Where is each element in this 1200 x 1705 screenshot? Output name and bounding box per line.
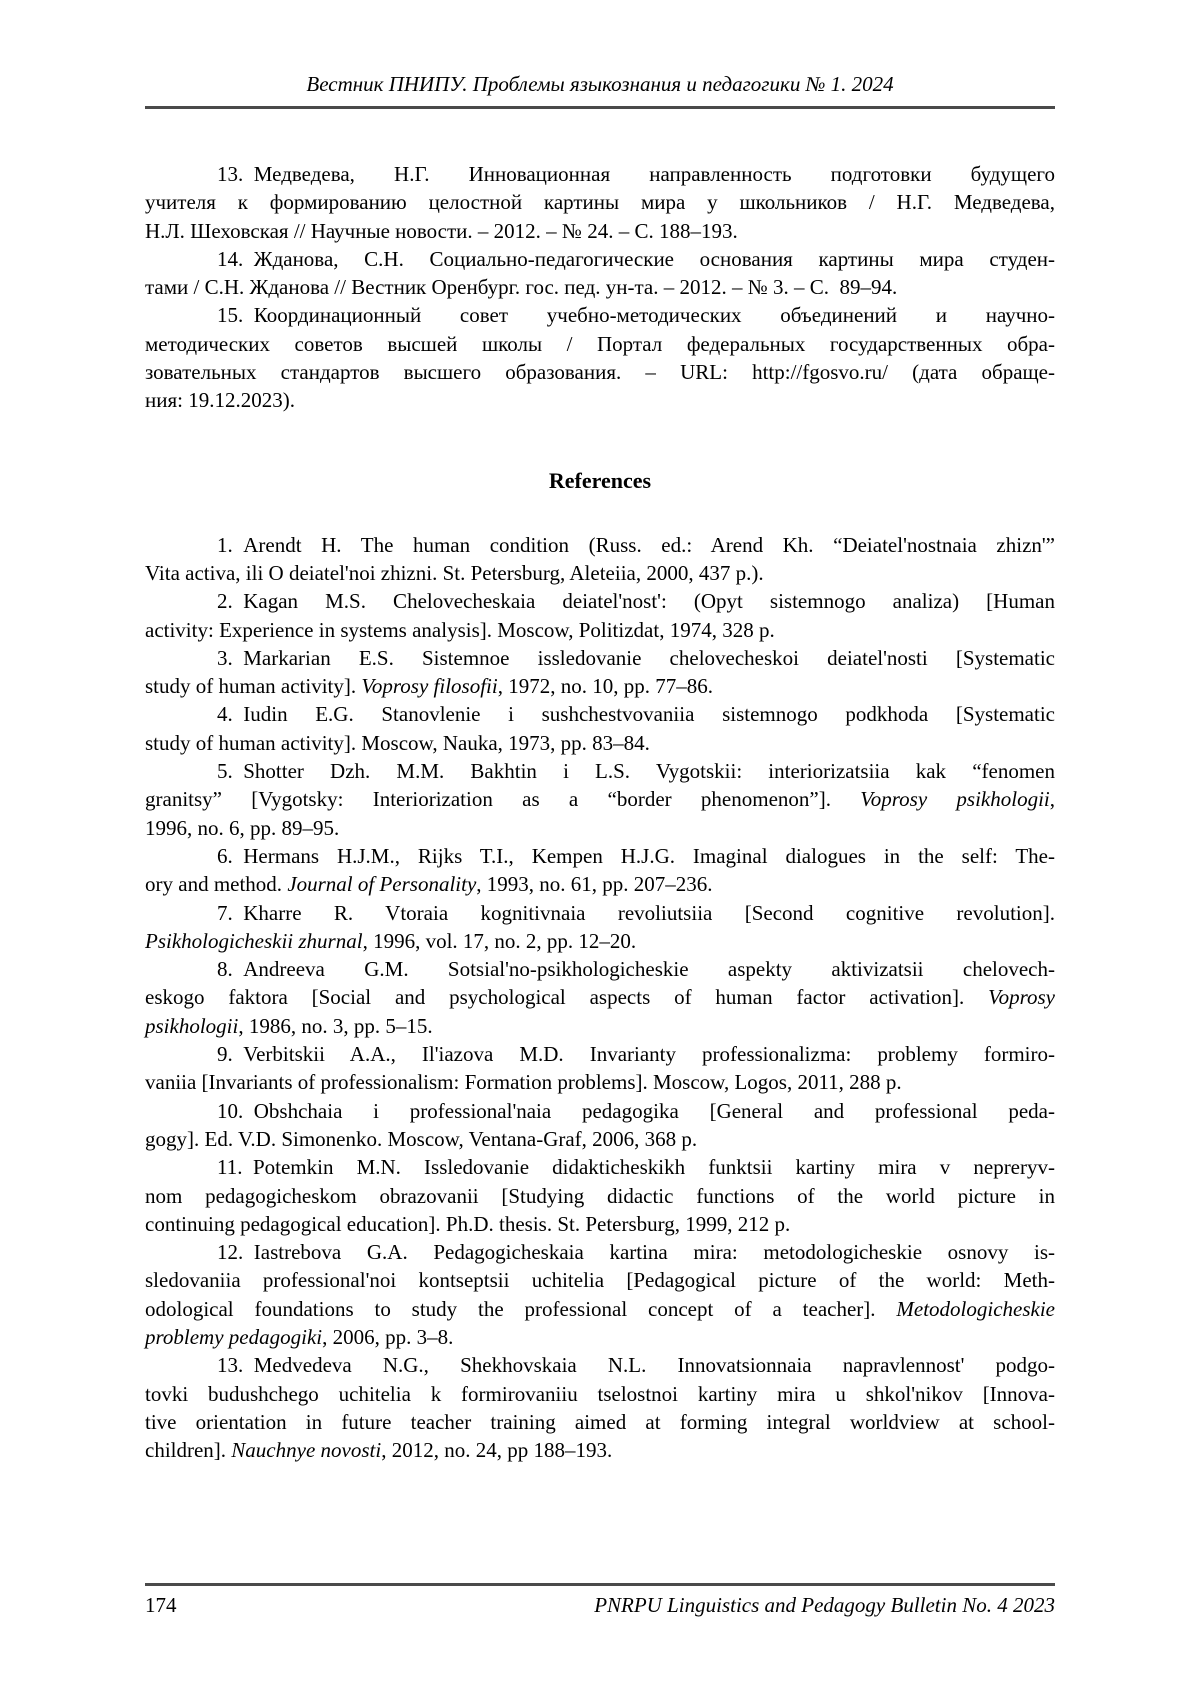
- reference-text: , 1972, no. 10, pp. 77–86.: [497, 674, 713, 699]
- russian-references-list: [145, 160, 1055, 415]
- reference-item: [145, 301, 1055, 414]
- reference-line: [145, 842, 1055, 870]
- reference-item: [145, 955, 1055, 1040]
- reference-text: 13. Medvedeva N.G., Shekhovskaia N.L. Innovatsionnaia napravlennost' podgo-: [217, 1353, 1055, 1378]
- reference-text: 15. Координационный совет учебно-методических объединений и научно-: [217, 303, 1055, 328]
- page-content: [145, 0, 1055, 1464]
- reference-text: activity: Experience in systems analysis]. Moscow, Politizdat, 1974, 328 p.: [145, 617, 775, 642]
- reference-line: [145, 1012, 1055, 1040]
- reference-line: [145, 672, 1055, 700]
- reference-line: [145, 1210, 1055, 1238]
- reference-text: 11. Potemkin M.N. Issledovanie didakticheskikh funktsii kartiny mira v nepreryv-: [217, 1155, 1055, 1180]
- reference-line: [145, 1097, 1055, 1125]
- reference-item: [145, 700, 1055, 757]
- references-heading: References: [548, 467, 652, 493]
- reference-line: [145, 644, 1055, 672]
- reference-item: [145, 1040, 1055, 1097]
- reference-text: 9. Verbitskii A.A., Il'iazova M.D. Invarianty professionalizma: problemy formiro-: [217, 1042, 1055, 1067]
- reference-text: 4. Iudin E.G. Stanovlenie i sushchestvovaniia sistemnogo podkhoda [Systematic: [217, 702, 1055, 727]
- journal-title-italic: Journal of Personality: [287, 872, 477, 897]
- reference-line: [145, 927, 1055, 955]
- reference-text: , 1993, no. 61, pp. 207–236.: [476, 872, 713, 897]
- reference-text: методических советов высшей школы / Портал федеральных государственных обра-: [145, 331, 1055, 356]
- reference-item: [145, 245, 1055, 302]
- reference-line: [145, 616, 1055, 644]
- reference-item: [145, 1097, 1055, 1154]
- journal-header-title: Вестник ПНИПУ. Проблемы языкознания и педагогики № 1. 2024: [306, 72, 894, 96]
- reference-line: [145, 188, 1055, 216]
- english-references-list: [145, 531, 1055, 1465]
- reference-text: vaniia [Invariants of professionalism: Formation problems]. Moscow, Logos, 2011, 288 p.: [145, 1070, 902, 1095]
- reference-text: granitsy” [Vygotsky: Interiorization as a “border phenomenon”].: [145, 787, 861, 812]
- reference-text: учителя к формированию целостной картины мира у школьников / Н.Г. Медведева,: [145, 190, 1055, 215]
- reference-text: children].: [145, 1438, 232, 1463]
- reference-text: Н.Л. Шеховская // Научные новости. – 2012. – № 24. – С. 188–193.: [145, 218, 738, 243]
- reference-text: , 2012, no. 24, pp 188–193.: [381, 1438, 613, 1463]
- reference-text: 3. Markarian E.S. Sistemnoe issledovanie chelovecheskoi deiatel'nosti [Systematic: [217, 645, 1055, 670]
- reference-line: [145, 217, 1055, 245]
- reference-item: [145, 757, 1055, 842]
- reference-line: [145, 1295, 1055, 1323]
- page-number: 174: [145, 1593, 177, 1617]
- reference-line: [145, 757, 1055, 785]
- reference-line: [145, 1380, 1055, 1408]
- reference-text: зовательных стандартов высшего образования. – URL: http://fgosvo.ru/ (дата обраще-: [145, 360, 1055, 385]
- journal-title-italic: Voprosy: [988, 985, 1055, 1010]
- page-header: [145, 72, 1055, 109]
- reference-line: [145, 245, 1055, 273]
- reference-text: 12. Iastrebova G.A. Pedagogicheskaia kartina mira: metodologicheskie osnovy is-: [217, 1240, 1055, 1265]
- reference-text: 10. Obshchaia i professional'naia pedagogika [General and professional peda-: [217, 1098, 1055, 1123]
- reference-text: 5. Shotter Dzh. M.M. Bakhtin i L.S. Vygotskii: interiorizatsiia kak “fenomen: [217, 759, 1055, 784]
- reference-text: tive orientation in future teacher training aimed at forming integral worldview at school-: [145, 1409, 1055, 1434]
- reference-line: [145, 814, 1055, 842]
- journal-title-italic: psikhologii: [145, 1013, 239, 1038]
- reference-item: [145, 1153, 1055, 1238]
- reference-line: [145, 785, 1055, 813]
- reference-text: nom pedagogicheskom obrazovanii [Studying didactic functions of the world picture in: [145, 1183, 1055, 1208]
- reference-text: sledovaniia professional'noi kontseptsii uchitelia [Pedagogical picture of the world: Meth-: [145, 1268, 1055, 1293]
- reference-text: , 2006, pp. 3–8.: [322, 1324, 454, 1349]
- reference-text: 1996, no. 6, pp. 89–95.: [145, 815, 340, 840]
- reference-line: [145, 301, 1055, 329]
- reference-text: Vita activa, ili O deiatel'noi zhizni. St. Petersburg, Aleteiia, 2000, 437 p.).: [145, 560, 764, 585]
- reference-line: [145, 1040, 1055, 1068]
- reference-line: [145, 955, 1055, 983]
- reference-line: [145, 358, 1055, 386]
- reference-text: tovki budushchego uchitelia k formirovaniiu tselostnoi kartiny mira u shkol'nikov [Innova-: [145, 1381, 1055, 1406]
- reference-text: 8. Andreeva G.M. Sotsial'no-psikhologicheskie aspekty aktivizatsii chelovech-: [217, 957, 1055, 982]
- reference-line: [145, 1182, 1055, 1210]
- reference-text: 1. Arendt H. The human condition (Russ. ed.: Arend Kh. “Deiatel'nostnaia zhizn'”: [217, 532, 1055, 557]
- reference-text: ory and method.: [145, 872, 288, 897]
- reference-line: [145, 1153, 1055, 1181]
- reference-line: [145, 330, 1055, 358]
- reference-text: , 1986, no. 3, pp. 5–15.: [238, 1013, 433, 1038]
- reference-line: [145, 587, 1055, 615]
- reference-line: [145, 1436, 1055, 1464]
- page-footer: [145, 1583, 1055, 1618]
- reference-line: [145, 1238, 1055, 1266]
- reference-line: [145, 531, 1055, 559]
- reference-text: odological foundations to study the professional concept of a teacher].: [145, 1296, 897, 1321]
- reference-text: continuing pedagogical education]. Ph.D. thesis. St. Petersburg, 1999, 212 p.: [145, 1211, 791, 1236]
- reference-text: 6. Hermans H.J.M., Rijks T.I., Kempen H.J.G. Imaginal dialogues in the self: The-: [217, 843, 1055, 868]
- journal-title-italic: problemy pedagogiki: [145, 1324, 323, 1349]
- reference-item: [145, 899, 1055, 956]
- reference-text: 2. Kagan M.S. Chelovecheskaia deiatel'nost': (Opyt sistemnogo analiza) [Human: [217, 589, 1055, 614]
- reference-line: [145, 983, 1055, 1011]
- reference-item: [145, 531, 1055, 588]
- reference-text: eskogo faktora [Social and psychological aspects of human factor activation].: [145, 985, 989, 1010]
- journal-title-italic: Metodologicheskie: [896, 1296, 1055, 1321]
- reference-text: 14. Жданова, С.Н. Социально-педагогические основания картины мира студен-: [217, 246, 1055, 271]
- reference-line: [145, 1266, 1055, 1294]
- reference-text: 7. Kharre R. Vtoraia kognitivnaia revoliutsiia [Second cognitive revolution].: [217, 900, 1055, 925]
- journal-title-italic: Voprosy psikhologii: [860, 787, 1050, 812]
- reference-item: [145, 644, 1055, 701]
- footer-journal-title: PNRPU Linguistics and Pedagogy Bulletin No. 4 2023: [594, 1593, 1055, 1617]
- reference-item: [145, 160, 1055, 245]
- journal-title-italic: Psikhologicheskii zhurnal: [145, 928, 363, 953]
- reference-text: study of human activity].: [145, 674, 362, 699]
- reference-line: [145, 1068, 1055, 1096]
- reference-text: , 1996, vol. 17, no. 2, pp. 12–20.: [362, 928, 637, 953]
- reference-line: [145, 273, 1055, 301]
- reference-text: gogy]. Ed. V.D. Simonenko. Moscow, Ventana-Graf, 2006, 368 p.: [145, 1126, 698, 1151]
- reference-item: [145, 842, 1055, 899]
- reference-text: 13. Медведева, Н.Г. Инновационная направленность подготовки будущего: [217, 162, 1055, 186]
- reference-text: ,: [1049, 787, 1056, 812]
- reference-line: [145, 1323, 1055, 1351]
- reference-line: [145, 1351, 1055, 1379]
- journal-title-italic: Nauchnye novosti: [231, 1438, 382, 1463]
- reference-line: [145, 1408, 1055, 1436]
- reference-item: [145, 587, 1055, 644]
- reference-line: [145, 160, 1055, 188]
- reference-item: [145, 1351, 1055, 1464]
- reference-item: [145, 1238, 1055, 1351]
- reference-line: [145, 870, 1055, 898]
- reference-line: [145, 1125, 1055, 1153]
- reference-line: [145, 729, 1055, 757]
- journal-title-italic: Voprosy filosofii: [361, 674, 498, 699]
- reference-text: ния: 19.12.2023).: [145, 388, 295, 413]
- reference-text: тами / С.Н. Жданова // Вестник Оренбург. гос. пед. ун-та. – 2012. – № 3. – С. 89–94.: [145, 275, 898, 300]
- reference-line: [145, 700, 1055, 728]
- reference-line: [145, 559, 1055, 587]
- reference-line: [145, 899, 1055, 927]
- reference-line: [145, 386, 1055, 414]
- reference-text: study of human activity]. Moscow, Nauka, 1973, pp. 83–84.: [145, 730, 650, 755]
